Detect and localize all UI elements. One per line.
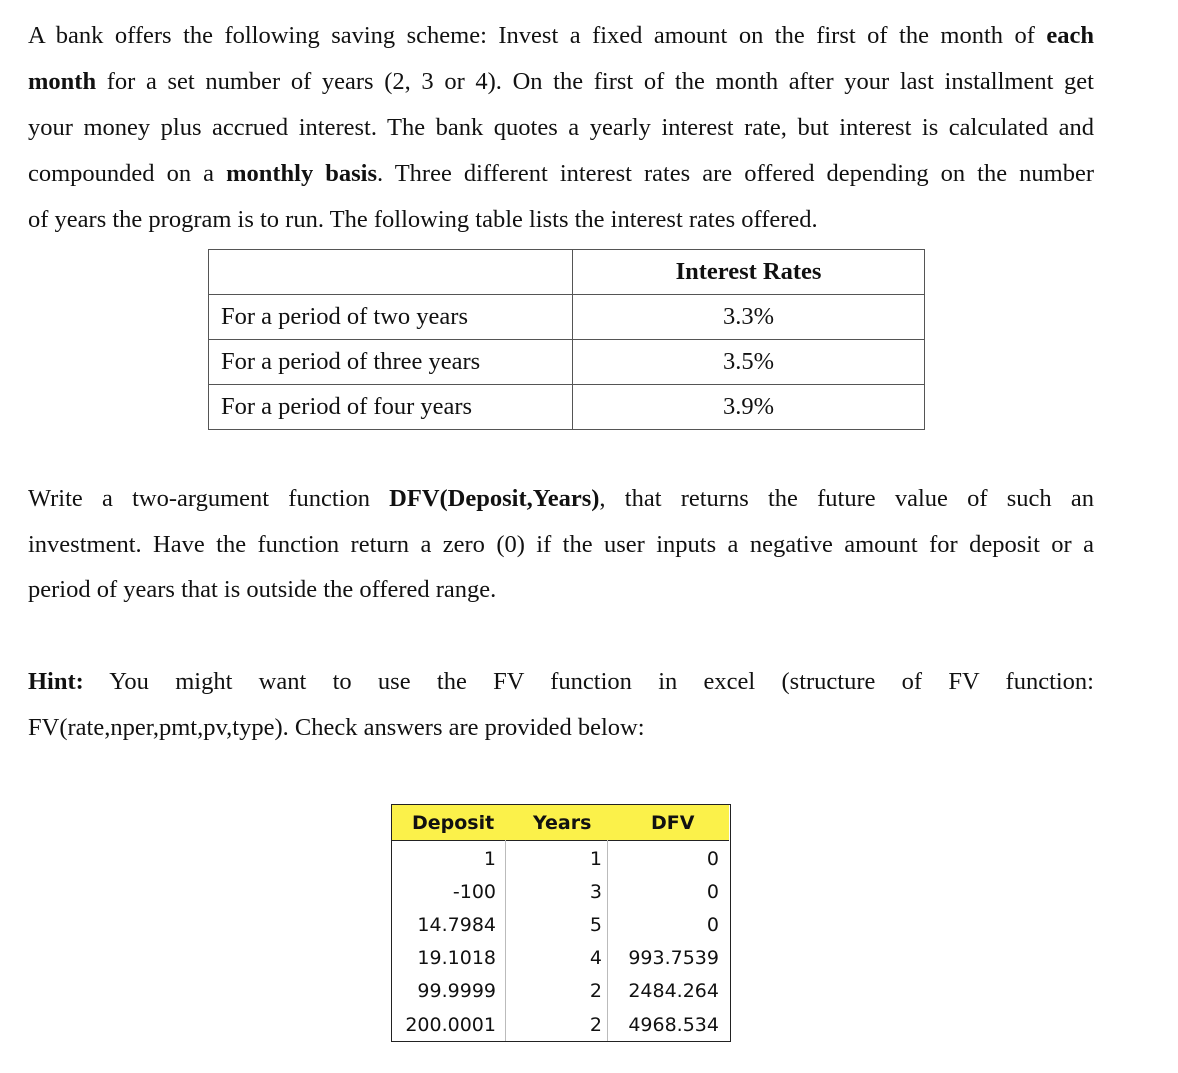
task-line-1 [28, 484, 1094, 514]
header-years: Years [533, 812, 592, 834]
intro-line-1 [28, 21, 1094, 51]
years-cell: 2 [589, 980, 602, 1002]
period-label: For a period of three years [209, 340, 573, 385]
dfv-cell: 0 [706, 848, 719, 870]
table-header-empty [209, 250, 573, 295]
intro-bold: month [28, 68, 97, 95]
deposit-cell: 99.9999 [417, 980, 496, 1002]
period-label: For a period of four years [209, 385, 573, 430]
deposit-cell: 1 [483, 848, 496, 870]
check-header-row [392, 805, 729, 841]
rate-value: 3.3% [573, 295, 925, 340]
hint-line-1 [28, 667, 1094, 697]
rate-value: 3.9% [573, 385, 925, 430]
table-row [209, 385, 925, 430]
task-line-3: period of years that is outside the offered range. [28, 576, 497, 603]
deposit-cell: 14.7984 [417, 914, 496, 936]
years-cell: 1 [589, 848, 602, 870]
intro-line-2 [28, 67, 1094, 97]
function-signature: DFV(Deposit,Years) [389, 485, 600, 512]
dfv-cell: 993.7539 [628, 947, 719, 969]
table-row [209, 340, 925, 385]
intro-bold: monthly basis [226, 160, 377, 187]
years-cell: 3 [589, 881, 602, 903]
years-cell: 5 [589, 914, 602, 936]
interest-rates-table [208, 249, 925, 430]
hint-label: Hint: [28, 668, 84, 695]
intro-text: for a set number of years (2, 3 or 4). On the first of the month after your last installment get [96, 68, 1094, 95]
rate-value: 3.5% [573, 340, 925, 385]
years-cell: 4 [589, 947, 602, 969]
dfv-cell: 4968.534 [628, 1014, 719, 1036]
period-label: For a period of two years [209, 295, 573, 340]
task-text: , that returns the future value of such an [599, 485, 1094, 512]
table-header-rates: Interest Rates [573, 250, 925, 295]
dfv-cell: 0 [706, 881, 719, 903]
task-line-2: investment. Have the function return a zero (0) if the user inputs a negative amount for deposit or a [28, 531, 1094, 558]
deposit-cell: 19.1018 [417, 947, 496, 969]
intro-line-3: your money plus accrued interest. The bank quotes a yearly interest rate, but interest is calculated and [28, 114, 1094, 141]
hint-text: You might want to use the FV function in excel (structure of FV function: [83, 668, 1094, 695]
intro-text: . Three different interest rates are offered depending on the number [376, 160, 1094, 187]
deposit-cell: 200.0001 [405, 1014, 496, 1036]
dfv-cell: 0 [706, 914, 719, 936]
task-text: Write a two-argument function [28, 485, 390, 512]
intro-bold: each [1046, 22, 1094, 49]
intro-line-4 [28, 159, 1094, 189]
intro-text: A bank offers the following saving scheme: Invest a fixed amount on the first of the month of [28, 22, 1047, 49]
dfv-cell: 2484.264 [628, 980, 719, 1002]
table-header-row [209, 250, 925, 295]
deposit-cell: -100 [452, 881, 496, 903]
intro-text: compounded on a [28, 160, 227, 187]
table-row [209, 295, 925, 340]
intro-line-5: of years the program is to run. The following table lists the interest rates offered. [28, 206, 818, 233]
header-deposit: Deposit [412, 812, 495, 834]
years-cell: 2 [589, 1014, 602, 1036]
check-answers-table [391, 804, 731, 1042]
hint-line-2: FV(rate,nper,pmt,pv,type). Check answers are provided below: [28, 714, 645, 741]
header-dfv: DFV [651, 812, 695, 834]
